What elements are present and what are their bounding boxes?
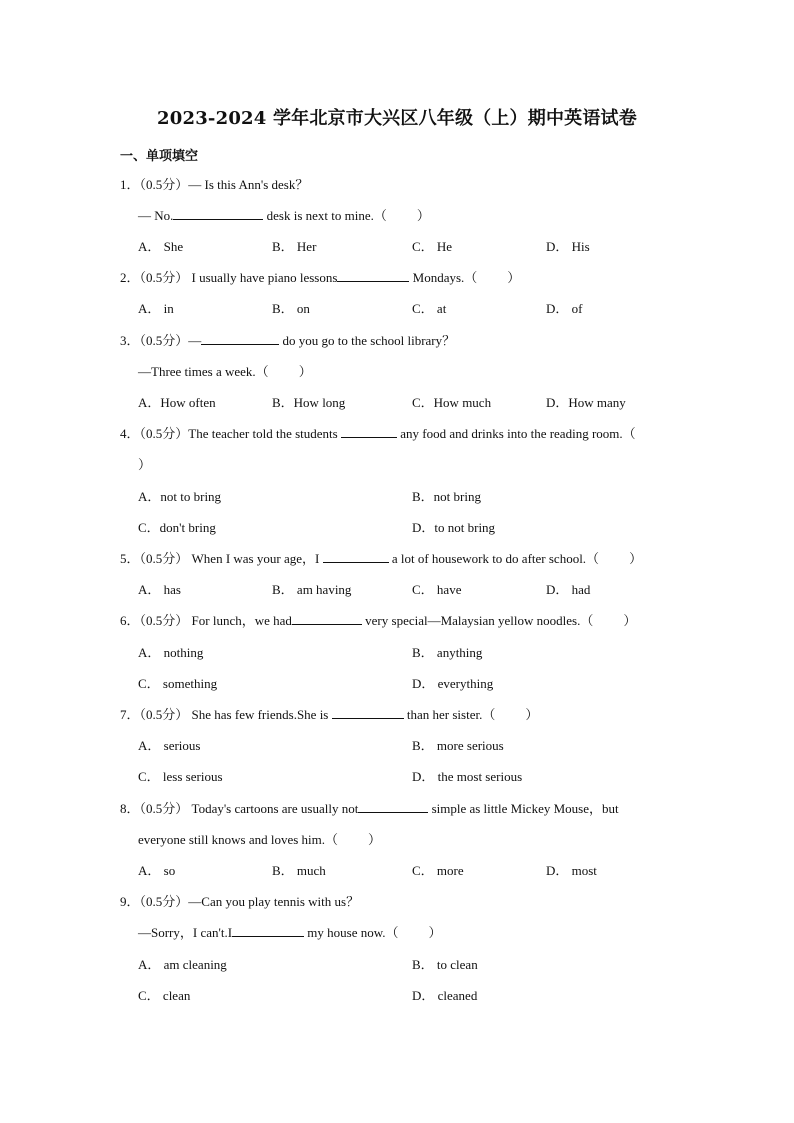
exam-title: 2023-2024 学年北京市大兴区八年级（上）期中英语试卷	[157, 108, 637, 129]
option-c[interactable]: C．How much	[412, 395, 492, 410]
option-a[interactable]: A．not to bring	[138, 489, 222, 504]
option-c[interactable]: C． at	[412, 301, 447, 316]
option-d[interactable]: D． had	[546, 582, 591, 597]
option-d[interactable]: D． the most serious	[412, 769, 523, 784]
question-3-line-2: —Three times a week.（ ）	[138, 364, 312, 379]
question-8: 8．（0.5分） Today's cartoons are usually not simple as little Mickey Mouse，but	[120, 801, 619, 816]
option-c[interactable]: C． something	[138, 676, 218, 691]
answer-blank[interactable]	[323, 550, 389, 563]
option-c[interactable]: C． clean	[138, 988, 191, 1003]
question-8-line-2: everyone still knows and loves him.（ ）	[138, 832, 382, 847]
question-2: 2．（0.5分） I usually have piano lessons Mondays.（ ）	[120, 270, 521, 285]
option-b[interactable]: B． Her	[272, 239, 317, 254]
answer-blank[interactable]	[232, 924, 304, 937]
answer-blank[interactable]	[358, 800, 428, 813]
option-c[interactable]: C．don't bring	[138, 520, 216, 535]
answer-blank[interactable]	[337, 269, 409, 282]
option-b[interactable]: B．not bring	[412, 489, 481, 504]
option-c[interactable]: C． less serious	[138, 769, 223, 784]
option-d[interactable]: D． of	[546, 301, 583, 316]
option-c[interactable]: C． more	[412, 863, 464, 878]
option-a[interactable]: A． in	[138, 301, 174, 316]
question-9-line-2: —Sorry，I can't.I my house now.（ ）	[138, 925, 442, 940]
question-5: 5．（0.5分） When I was your age，I a lot of housework to do after school.（ ）	[120, 551, 643, 566]
section-heading: 一、单项填空	[120, 149, 199, 164]
option-d[interactable]: D． everything	[412, 676, 494, 691]
option-b[interactable]: B． anything	[412, 645, 483, 660]
option-d[interactable]: D． most	[546, 863, 597, 878]
question-6: 6．（0.5分） For lunch，we had very special—Malaysian yellow noodles.（ ）	[120, 613, 637, 628]
option-c[interactable]: C． have	[412, 582, 462, 597]
option-b[interactable]: B． on	[272, 301, 310, 316]
question-3: 3．（0.5分）— do you go to the school library？	[120, 333, 456, 348]
option-a[interactable]: A． so	[138, 863, 176, 878]
option-b[interactable]: B． more serious	[412, 738, 504, 753]
option-a[interactable]: A． am cleaning	[138, 957, 227, 972]
option-b[interactable]: B． to clean	[412, 957, 478, 972]
question-4: 4．（0.5分）The teacher told the students any food and drinks into the reading room.（	[120, 426, 636, 441]
answer-blank[interactable]	[201, 332, 279, 345]
question-7: 7．（0.5分） She has few friends.She is than her sister.（ ）	[120, 707, 539, 722]
option-d[interactable]: D．to not bring	[412, 520, 496, 535]
option-b[interactable]: B．How long	[272, 395, 346, 410]
option-d[interactable]: D． cleaned	[412, 988, 478, 1003]
answer-blank[interactable]	[292, 612, 362, 625]
option-a[interactable]: A．How often	[138, 395, 216, 410]
option-a[interactable]: A． She	[138, 239, 184, 254]
question-1-line-2: — No. desk is next to mine.（ ）	[138, 208, 430, 223]
answer-blank[interactable]	[332, 706, 404, 719]
option-a[interactable]: A． has	[138, 582, 181, 597]
option-a[interactable]: A． serious	[138, 738, 201, 753]
answer-blank[interactable]	[173, 207, 263, 220]
answer-blank[interactable]	[341, 425, 397, 438]
option-a[interactable]: A． nothing	[138, 645, 204, 660]
option-d[interactable]: D． His	[546, 239, 590, 254]
question-9: 9．（0.5分）—Can you play tennis with us？	[120, 894, 360, 909]
option-b[interactable]: B． much	[272, 863, 326, 878]
option-b[interactable]: B． am having	[272, 582, 352, 597]
question-1: 1．（0.5分）— Is this Ann's desk？	[120, 177, 309, 192]
option-c[interactable]: C． He	[412, 239, 453, 254]
option-d[interactable]: D．How many	[546, 395, 626, 410]
question-4-line-2: ）	[138, 457, 152, 472]
